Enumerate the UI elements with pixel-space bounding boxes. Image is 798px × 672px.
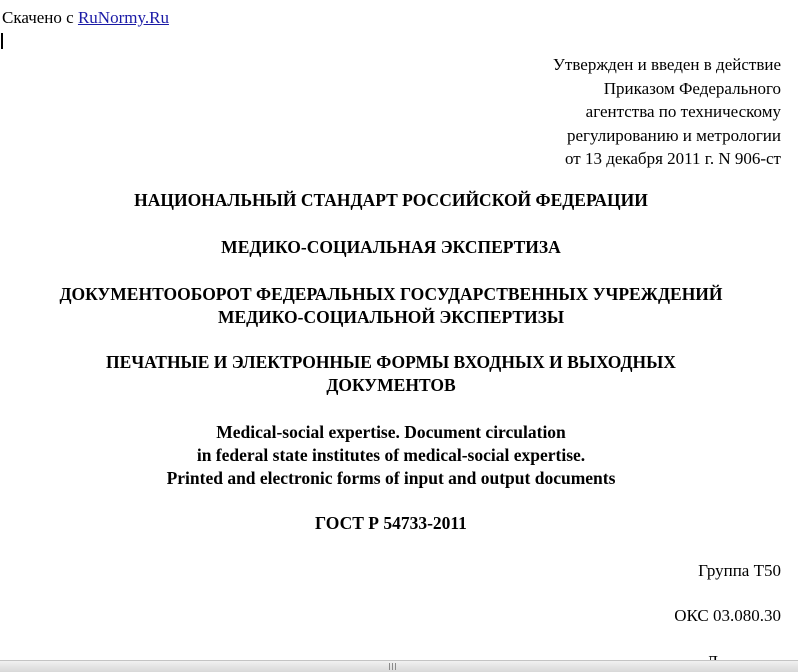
russian-title-line-1: ДОКУМЕНТООБОРОТ ФЕДЕРАЛЬНЫХ ГОСУДАРСТВЕННЫХ УЧРЕЖДЕНИЙ	[59, 284, 723, 304]
approval-line-3: агентства по техническому	[585, 102, 781, 121]
russian-subtitle-line-2: ДОКУМЕНТОВ	[326, 375, 456, 395]
group-code: Группа Т50	[698, 561, 781, 580]
approval-line-4: регулированию и метрологии	[566, 125, 781, 145]
source-prefix: Скачено с	[2, 8, 78, 27]
approval-line-1: Утвержден и введен в действие	[552, 55, 781, 74]
russian-subtitle-line-1: ПЕЧАТНЫЕ И ЭЛЕКТРОННЫЕ ФОРМЫ ВХОДНЫХ И ВЫХОДНЫХ	[106, 352, 676, 372]
english-title	[0, 421, 782, 490]
english-title-line-2: in federal state institutes of medical-social expertise.	[196, 445, 586, 465]
gost-number: ГОСТ Р 54733-2011	[315, 513, 467, 533]
approval-block	[553, 53, 781, 171]
runormy-link[interactable]: RuNormy.Ru	[77, 8, 169, 27]
oks-code: ОКС 03.080.30	[674, 606, 781, 625]
russian-title-line-2: МЕДИКО-СОЦИАЛЬНОЙ ЭКСПЕРТИЗЫ	[217, 307, 565, 327]
standard-type-heading: НАЦИОНАЛЬНЫЙ СТАНДАРТ РОССИЙСКОЙ ФЕДЕРАЦИИ	[134, 190, 648, 210]
russian-title	[0, 283, 782, 329]
subject-heading: МЕДИКО-СОЦИАЛЬНАЯ ЭКСПЕРТИЗА	[221, 237, 561, 257]
approval-line-2: Приказом Федерального	[603, 78, 781, 98]
english-title-line-1: Medical-social expertise. Document circulation	[216, 422, 566, 442]
approval-line-5: от 13 декабря 2011 г. N 906-ст	[564, 149, 781, 168]
horizontal-scrollbar[interactable]	[0, 660, 798, 672]
english-title-line-3: Printed and electronic forms of input and output documents	[166, 468, 616, 488]
russian-subtitle	[0, 351, 782, 397]
scrollbar-grip-icon[interactable]	[389, 663, 398, 670]
source-line	[2, 8, 169, 28]
text-cursor	[1, 33, 3, 49]
